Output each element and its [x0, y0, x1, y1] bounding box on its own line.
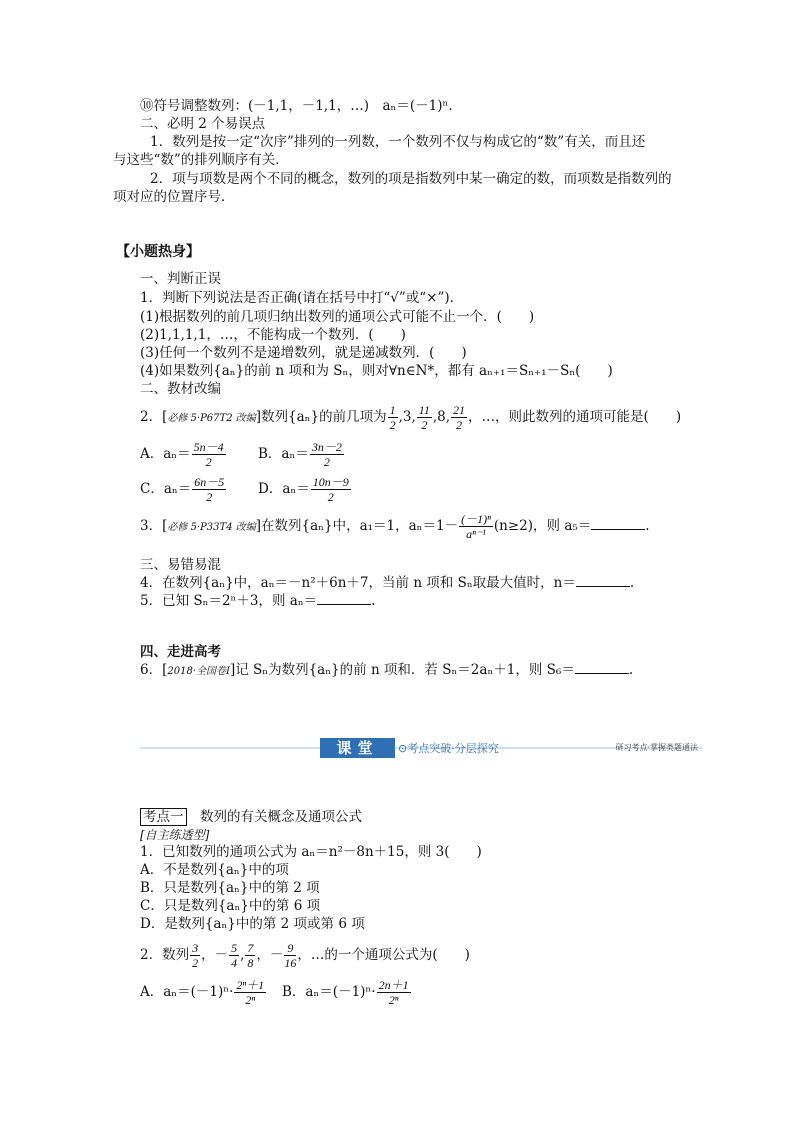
kd-question-2: 2．数列 $\frac{3}{2}$ ，－ $\frac{5}{4}$ , $\frac{7}{8}$ ，－ $\frac{9}{16}$ ，…的一个通项公式为( ) — [140, 941, 470, 970]
question-1-part-4: (4)如果数列{aₙ}的前 n 项和为 Sₙ，则对∀n∈N*，都有 aₙ₊₁＝Sₙ₊₁－Sₙ( ) — [140, 363, 613, 379]
kd-option-1D: D．是数列{aₙ}中的第 2 项或第 6 项 — [140, 916, 365, 932]
fraction-21-2: $\frac{21}{2}$ — [453, 403, 466, 432]
topic-heading — [140, 808, 362, 826]
fraction-1-2: $\frac{1}{2}$ — [389, 403, 396, 432]
banner-right-text: 研习考点·掌握类题通法 — [615, 743, 698, 752]
mistake-2-line-2: 项对应的位置序号． — [113, 189, 235, 205]
option-2C: C．aₙ＝ $\frac{6n-5}{2}$ — [140, 475, 225, 504]
kd-question-1: 1．已知数列的通项公式为 aₙ＝n²－8n＋15，则 3( ) — [140, 844, 482, 860]
answer-blank[interactable] — [575, 661, 629, 674]
option-2B: B．aₙ＝ $\frac{3n-2}{2}$ — [258, 440, 342, 469]
subheading-textbook: 二、教材改编 — [140, 381, 221, 397]
answer-blank[interactable] — [576, 574, 630, 587]
section-title-warmup: 【小题热身】 — [116, 244, 200, 260]
topic-title: 数列的有关概念及通项公式 — [200, 809, 362, 825]
kd-option-2B: B．aₙ＝(－1)ⁿ· $\frac{2n+1}{\text{2ⁿ}}$ — [282, 978, 409, 1007]
q2-prefix: 2．[ — [140, 409, 168, 425]
q2-source: 必修 5·P67T2 改编 — [167, 413, 256, 424]
mistake-1-line-1: 1．数列是按一定“次序”排列的一列数，一个数列不仅与构成它的“数”有关，而且还 — [150, 134, 646, 150]
banner-subtitle: ⊙考点突破·分层探究 — [398, 742, 499, 755]
kd-option-1B: B．只是数列{aₙ}中的第 2 项 — [140, 880, 320, 896]
subheading-errors: 三、易错易混 — [140, 557, 221, 573]
section-banner — [140, 738, 702, 758]
answer-blank[interactable] — [591, 517, 645, 530]
q2-tail: ，…，则此数列的通项可能是( ) — [468, 409, 682, 425]
fraction-11-2: $\frac{11}{2}$ — [418, 403, 430, 432]
answer-blank[interactable] — [317, 592, 371, 605]
mistake-1-line-2: 与这些“数”的排列顺序有关． — [113, 152, 289, 168]
option-2D: D．aₙ＝ $\frac{10n-9}{2}$ — [258, 475, 349, 504]
question-6: 6．[2018·全国卷Ⅰ]记 Sₙ为数列{aₙ}的前 n 项和．若 Sₙ＝2aₙ＋1，则 S₆＝ . — [140, 662, 634, 678]
kd-option-1A: A．不是数列{aₙ}中的项 — [140, 862, 289, 878]
question-1: 1．判断下列说法是否正确(请在括号中打“√”或“×”)． — [140, 290, 464, 306]
subheading-exam: 四、走进高考 — [140, 644, 221, 660]
banner-title: 课堂 — [320, 738, 395, 758]
mistake-2-line-1: 2．项与项数是两个不同的概念，数列的项是指数列中某一确定的数，而项数是指数列的 — [150, 171, 672, 187]
kd-option-2A: A．aₙ＝(－1)ⁿ· $\frac{\text{2ⁿ＋1}}{\text{2ⁿ}}$ — [140, 978, 265, 1007]
question-1-part-1: (1)根据数列的前几项归纳出数列的通项公式可能不止一个．( ) — [140, 309, 535, 325]
question-2: 2．[必修 5·P67T2 改编]数列{aₙ}的前几项为 $\frac{1}{2}$ ,3, $\frac{11}{2}$ ,8, $\frac{21}{2}$ ，…，则此数列的通项可能是( ) — [140, 403, 682, 432]
option-2A: A．aₙ＝ $\frac{5n-4}{2}$ — [140, 440, 224, 469]
kd-option-1C: C．只是数列{aₙ}中的第 6 项 — [140, 898, 321, 914]
topic-tag: 考点一 — [140, 808, 187, 826]
heading-mistakes: 二、必明 2 个易误点 — [140, 116, 266, 132]
question-1-part-3: (3)任何一个数列不是递增数列，就是递减数列．( ) — [140, 345, 467, 361]
topic-subtype: [自主练透型] — [140, 828, 210, 842]
subheading-true-false: 一、判断正误 — [140, 271, 221, 287]
question-1-part-2: (2)1,1,1,1，…，不能构成一个数列．( ) — [140, 327, 406, 343]
line-sign-adjust: ⑩符号调整数列：(－1,1，－1,1，…) aₙ＝(－1)ⁿ. — [140, 98, 453, 114]
question-4: 4．在数列{aₙ}中，aₙ＝－n²＋6n＋7，当前 n 项和 Sₙ取最大值时，n＝ . — [140, 575, 635, 591]
q2-middle: ]数列{aₙ}的前几项为 — [255, 409, 387, 425]
question-5: 5．已知 Sₙ＝2ⁿ＋3，则 aₙ＝ . — [140, 593, 376, 609]
question-3: 3．[必修 5·P33T4 改编]在数列{aₙ}中，a₁＝1，aₙ＝1－ $\frac{\text{(－1)ⁿ}}{\text{aⁿ⁻¹}}$ (n≥2)，则 a₅＝ . — [140, 512, 650, 541]
